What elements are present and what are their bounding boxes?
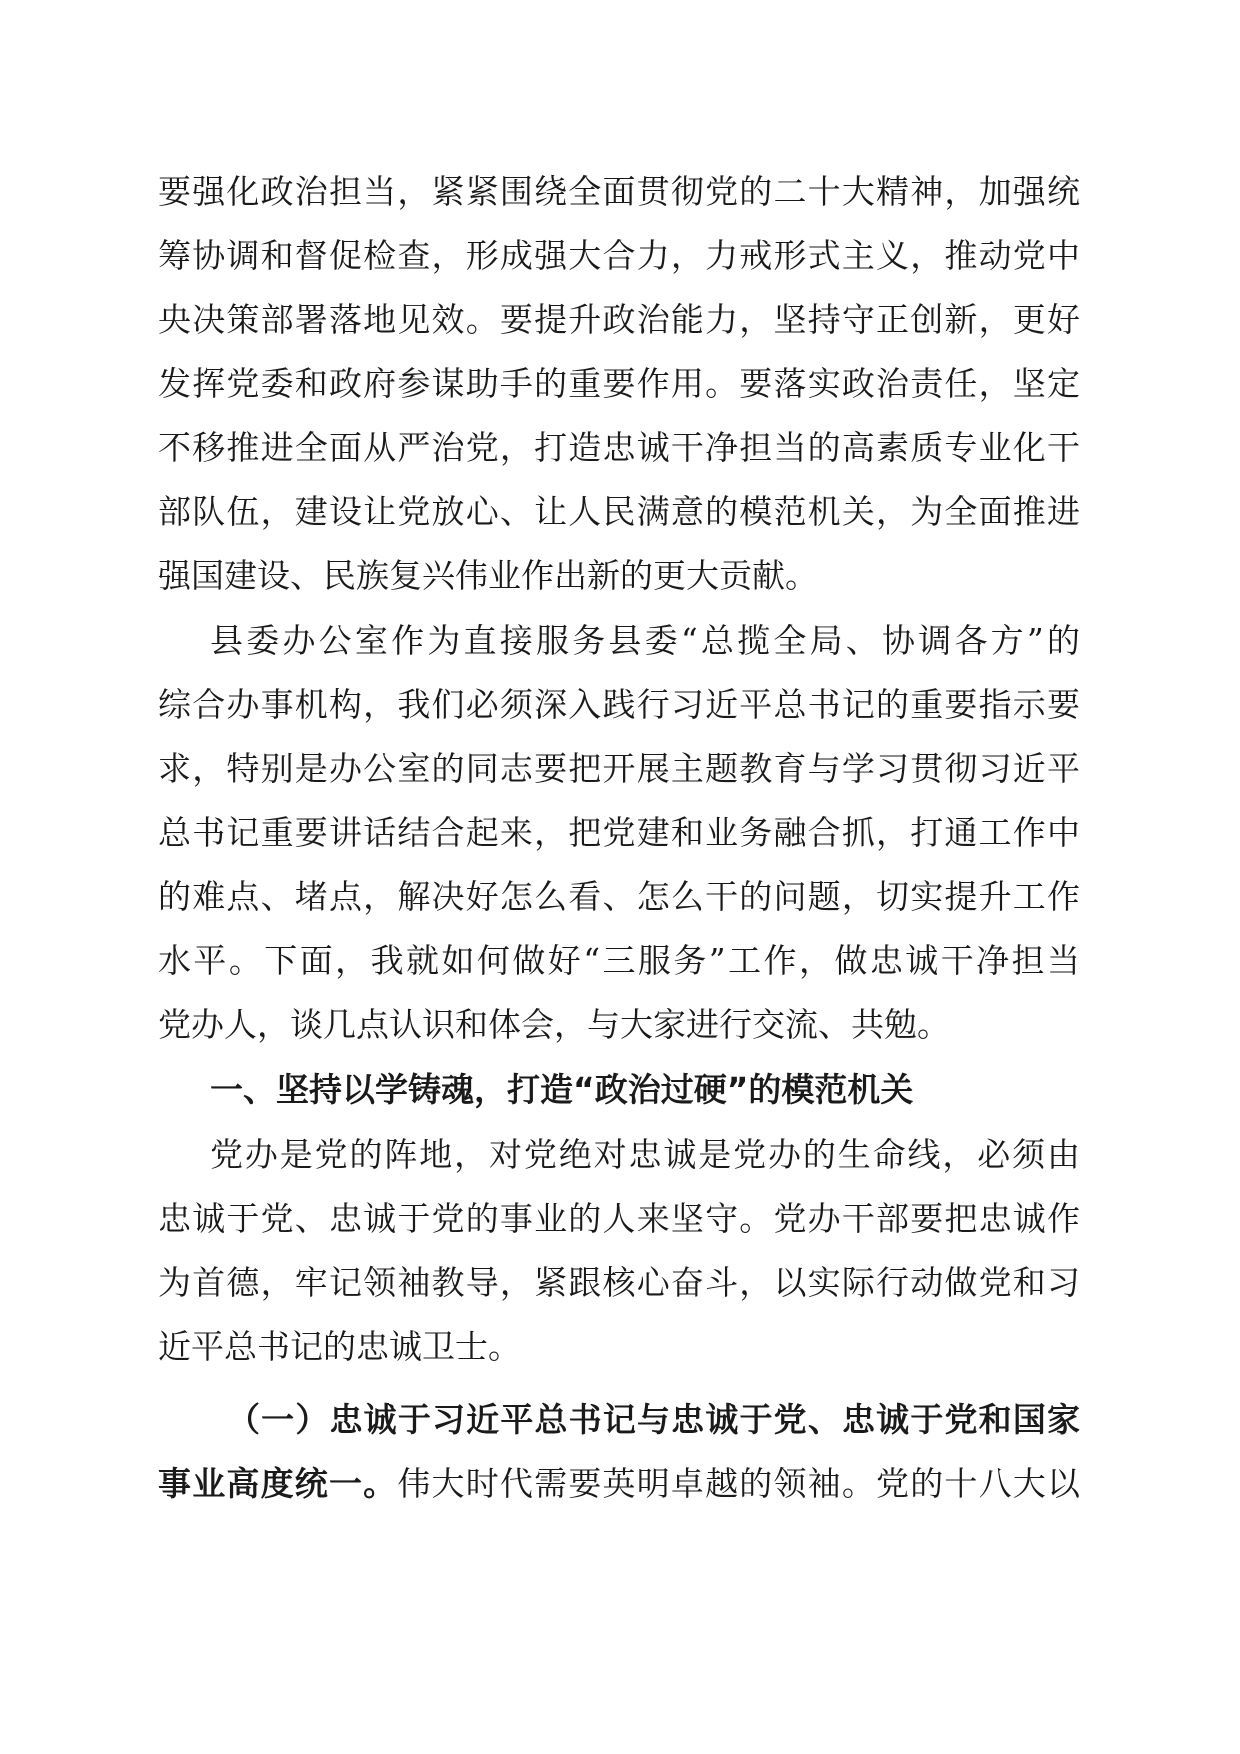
subsection-heading-1: （一）忠诚于习近平总书记与忠诚于党、忠诚于党和国家 [227, 1400, 1080, 1439]
paragraph-3-line-3: 为首德，牢记领袖教导，紧跟核心奋斗，以实际行动做党和习 [158, 1263, 1080, 1302]
paragraph-1-line-3: 央决策部署落地见效。要提升政治能力，坚持守正创新，更好 [158, 300, 1080, 339]
paragraph-2-line-3: 求，特别是办公室的同志要把开展主题教育与学习贯彻习近平 [158, 749, 1080, 788]
paragraph-1-line-7: 强国建设、民族复兴伟业作出新的更大贡献。 [158, 556, 818, 595]
section-heading-1: 一、坚持以学铸魂，打造“政治过硬”的模范机关 [210, 1070, 914, 1109]
paragraph-1-line-1: 要强化政治担当，紧紧围绕全面贯彻党的二十大精神，加强统 [158, 172, 1080, 211]
paragraph-3-line-2: 忠诚于党、忠诚于党的事业的人来坚守。党办干部要把忠诚作 [158, 1199, 1080, 1238]
paragraph-2-line-1: 县委办公室作为直接服务县委“总揽全局、协调各方”的 [210, 621, 1080, 660]
paragraph-3-line-1: 党办是党的阵地，对党绝对忠诚是党办的生命线，必须由 [210, 1135, 1080, 1174]
paragraph-1-line-5: 不移推进全面从严治党，打造忠诚干净担当的高素质专业化干 [158, 428, 1080, 467]
paragraph-3-line-4: 近平总书记的忠诚卫士。 [158, 1327, 521, 1366]
subsection-1-body-start: 伟大时代需要英明卓越的领袖。党的十八大以 [397, 1464, 1081, 1503]
paragraph-2-line-6: 水平。下面，我就如何做好“三服务”工作，做忠诚干净担当 [158, 941, 1080, 980]
paragraph-2-line-2: 综合办事机构，我们必须深入践行习近平总书记的重要指示要 [158, 685, 1080, 724]
subsection-heading-1-tail: 事业高度统一。 [158, 1464, 398, 1503]
paragraph-2-line-5: 的难点、堵点，解决好怎么看、怎么干的问题，切实提升工作 [158, 877, 1080, 916]
subsection-1-line-2 [158, 1452, 1080, 1516]
paragraph-2-line-4: 总书记重要讲话结合起来，把党建和业务融合抓，打通工作中 [158, 813, 1080, 852]
paragraph-2-line-7: 党办人，谈几点认识和体会，与大家进行交流、共勉。 [158, 1005, 950, 1044]
paragraph-1-line-4: 发挥党委和政府参谋助手的重要作用。要落实政治责任，坚定 [158, 364, 1080, 403]
paragraph-1-line-6: 部队伍，建设让党放心、让人民满意的模范机关，为全面推进 [158, 492, 1080, 531]
paragraph-1-line-2: 筹协调和督促检查，形成强大合力，力戒形式主义，推动党中 [158, 236, 1080, 275]
